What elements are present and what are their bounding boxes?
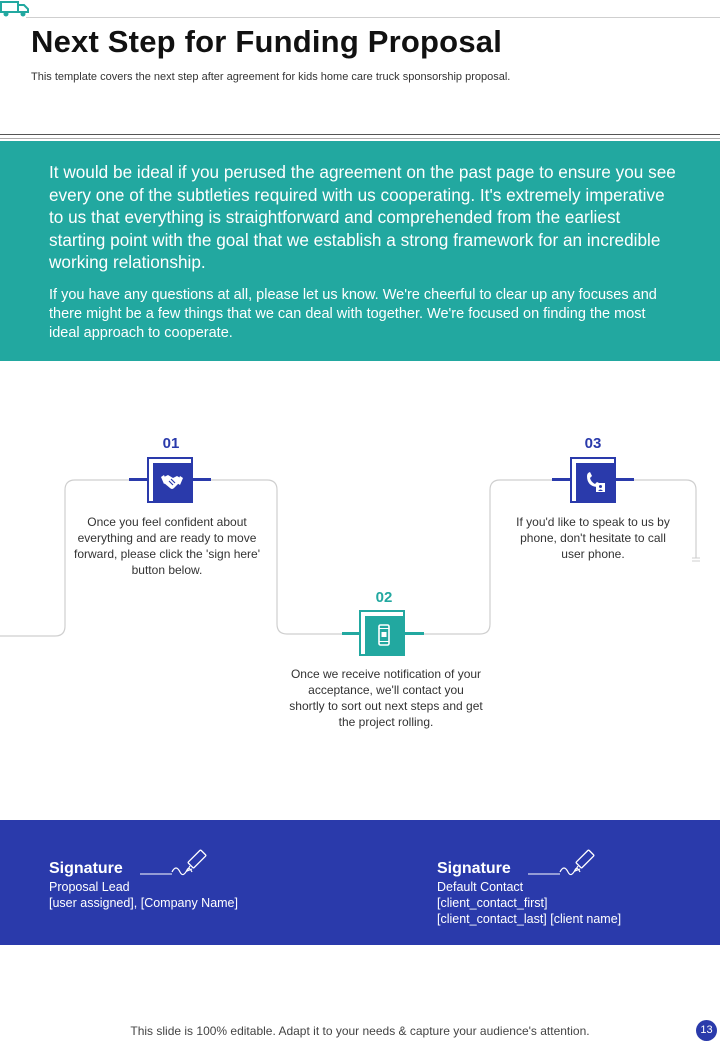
step-03-text: If you'd like to speak to us by phone, don't hesitate to call user phone.	[516, 515, 670, 561]
header-rule	[0, 134, 720, 135]
phone-contact-icon	[582, 469, 608, 495]
intro-body-text: If you have any questions at all, please let us know. We're cheerful to clear up any focuses and there might be a few things that we can deal with together. We're focused on finding the most ideal approach to cooperate.	[49, 287, 657, 341]
signature-left-role: Proposal Lead	[49, 880, 130, 894]
signature-right-last: [client_contact_last] [client name]	[437, 912, 622, 926]
signature-label-right: Signature	[437, 860, 511, 877]
step-number-01: 01	[162, 435, 180, 452]
signature-label-left: Signature	[49, 860, 123, 877]
step-02-text: Once we receive notification of your acceptance, we'll contact you shortly to sort out next steps and get the project rolling.	[289, 667, 483, 729]
footer-note: This slide is 100% editable. Adapt it to your needs & capture your audience's attention.	[130, 1024, 590, 1038]
step-01-icon-box	[147, 457, 193, 503]
header-rule-secondary	[0, 138, 720, 139]
handshake-icon	[159, 469, 185, 495]
signature-right-first: [client_contact_first]	[437, 896, 548, 910]
page-number-badge: 13	[696, 1020, 717, 1041]
page-title: Next Step for Funding Proposal	[31, 24, 503, 59]
step-number-02: 02	[375, 589, 393, 606]
page-subtitle: This template covers the next step after agreement for kids home care truck sponsorship proposal.	[31, 71, 511, 83]
truck-icon	[0, 0, 30, 18]
signature-left-name: [user assigned], [Company Name]	[49, 896, 238, 910]
intro-lead-text: It would be ideal if you perused the agreement on the past page to ensure you see every one of the subtleties required with us cooperating. It's extremely imperative to us that everything is straightforward and comprehended from the earliest starting point with the goal that we establish a strong framework for an incredible working relationship.	[49, 162, 676, 273]
step-number-03: 03	[584, 435, 602, 452]
pen-signature-icon	[526, 844, 604, 880]
mobile-phone-icon	[371, 622, 397, 648]
step-01-text: Once you feel confident about everything and are ready to move forward, please click the 'sign here' button below.	[74, 515, 261, 577]
signature-right-role: Default Contact	[437, 880, 524, 894]
top-divider	[26, 17, 720, 18]
step-03-icon-box	[570, 457, 616, 503]
pen-signature-icon	[138, 844, 216, 880]
step-02-icon-box	[359, 610, 405, 656]
